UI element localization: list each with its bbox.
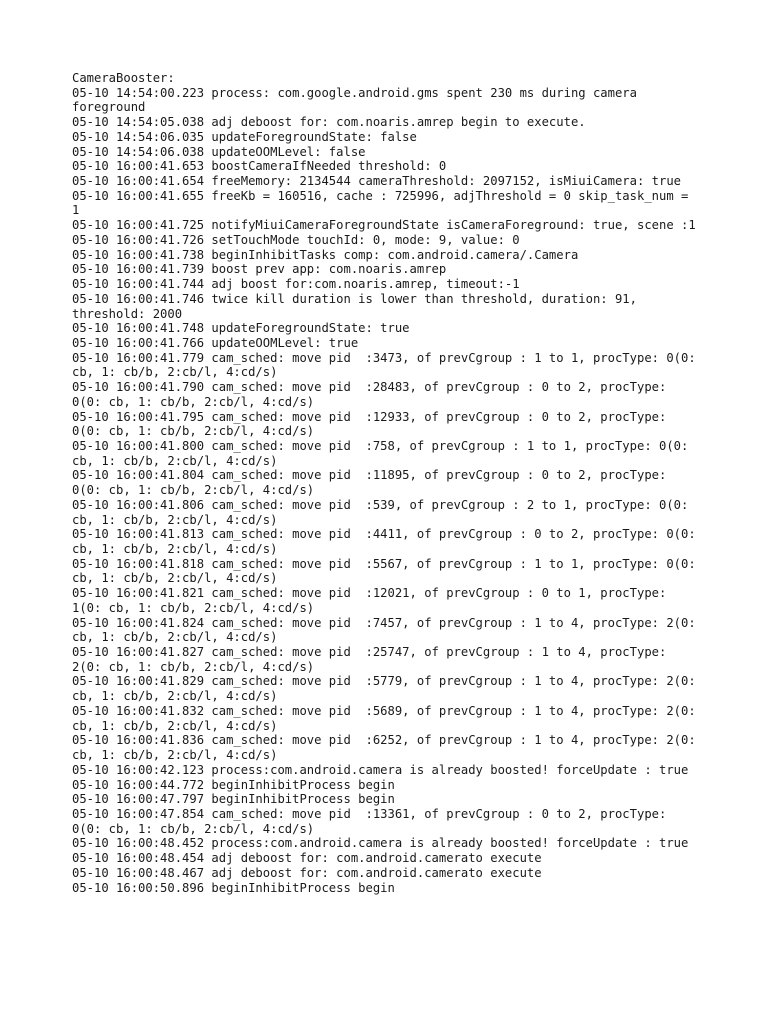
log-line: 05-10 16:00:44.772 beginInhibitProcess begin <box>72 777 395 792</box>
log-line: 05-10 16:00:41.725 notifyMiuiCameraForegroundState isCameraForeground: true, scene :1 <box>72 218 696 233</box>
log-line: 05-10 14:54:06.038 updateOOMLevel: false <box>72 144 366 159</box>
log-line: 05-10 16:00:41.818 cam_sched: move pid :5567, of prevCgroup : 1 to 1, procType: 0(0: cb, 1: cb/b, 2:cb/l, 4:cd/s) <box>72 556 704 586</box>
log-line: 05-10 16:00:41.766 updateOOMLevel: true <box>72 335 359 350</box>
log-line: 05-10 16:00:41.806 cam_sched: move pid :539, of prevCgroup : 2 to 1, procType: 0(0: cb, 1: cb/b, 2:cb/l, 4:cd/s) <box>72 497 696 527</box>
log-line: 05-10 16:00:41.748 updateForegroundState: true <box>72 321 410 336</box>
log-line: 05-10 16:00:41.813 cam_sched: move pid :4411, of prevCgroup : 0 to 2, procType: 0(0: cb, 1: cb/b, 2:cb/l, 4:cd/s) <box>72 527 704 556</box>
log-line: 05-10 16:00:47.797 beginInhibitProcess begin <box>72 792 395 807</box>
log-line: 05-10 16:00:41.824 cam_sched: move pid :7457, of prevCgroup : 1 to 4, procType: 2(0: cb, 1: cb/b, 2:cb/l, 4:cd/s) <box>72 615 704 645</box>
log-line: 05-10 16:00:48.452 process:com.android.camera is already boosted! forceUpdate : true <box>72 836 689 851</box>
log-lines <box>72 86 702 896</box>
log-line: 05-10 16:00:41.790 cam_sched: move pid :28483, of prevCgroup : 0 to 2, procType: 0(0: cb, 1: cb/b, 2:cb/l, 4:cd/s) <box>72 380 674 409</box>
log-line: 05-10 16:00:41.779 cam_sched: move pid :3473, of prevCgroup : 1 to 1, procType: 0(0: cb, 1: cb/b, 2:cb/l, 4:cd/s) <box>72 350 704 380</box>
log-line: 05-10 16:00:41.653 boostCameraIfNeeded threshold: 0 <box>72 159 447 174</box>
log-line: 05-10 16:00:41.821 cam_sched: move pid :12021, of prevCgroup : 0 to 1, procType: 1(0: cb, 1: cb/b, 2:cb/l, 4:cd/s) <box>72 586 674 615</box>
log-line: 05-10 16:00:42.123 process:com.android.camera is already boosted! forceUpdate : true <box>72 762 689 777</box>
log-line: 05-10 16:00:41.804 cam_sched: move pid :11895, of prevCgroup : 0 to 2, procType: 0(0: cb, 1: cb/b, 2:cb/l, 4:cd/s) <box>72 468 674 498</box>
log-line: 05-10 16:00:41.836 cam_sched: move pid :6252, of prevCgroup : 1 to 4, procType: 2(0: cb, 1: cb/b, 2:cb/l, 4:cd/s) <box>72 733 704 763</box>
log-line: 05-10 16:00:41.655 freeKb = 160516, cache : 725996, adjThreshold = 0 skip_task_num = 1 <box>72 188 696 218</box>
log-line: 05-10 14:54:00.223 process: com.google.android.gms spent 230 ms during camera foreground <box>72 85 645 115</box>
log-line: 05-10 14:54:05.038 adj deboost for: com.noaris.amrep begin to execute. <box>72 115 586 130</box>
log-heading: CameraBooster: <box>72 71 175 85</box>
log-line: 05-10 16:00:41.746 twice kill duration is lower than threshold, duration: 91, threshold: 2000 <box>72 291 645 321</box>
log-line: 05-10 16:00:41.739 boost prev app: com.noaris.amrep <box>72 262 447 277</box>
log-line: 05-10 16:00:41.744 adj boost for:com.noaris.amrep, timeout:-1 <box>72 277 520 292</box>
log-line: 05-10 16:00:41.738 beginInhibitTasks comp: com.android.camera/.Camera <box>72 247 579 262</box>
log-line: 05-10 16:00:41.726 setTouchMode touchId: 0, mode: 9, value: 0 <box>72 232 520 247</box>
log-line: 05-10 16:00:41.800 cam_sched: move pid :758, of prevCgroup : 1 to 1, procType: 0(0: cb, 1: cb/b, 2:cb/l, 4:cd/s) <box>72 438 696 468</box>
log-line: 05-10 16:00:48.467 adj deboost for: com.android.camerato execute <box>72 865 542 880</box>
log-document <box>72 71 702 895</box>
log-line: 05-10 16:00:41.654 freeMemory: 2134544 cameraThreshold: 2097152, isMiuiCamera: true <box>72 174 682 189</box>
log-line: 05-10 16:00:41.827 cam_sched: move pid :25747, of prevCgroup : 1 to 4, procType: 2(0: cb, 1: cb/b, 2:cb/l, 4:cd/s) <box>72 645 674 674</box>
log-line: 05-10 16:00:50.896 beginInhibitProcess begin <box>72 880 395 895</box>
log-line: 05-10 16:00:47.854 cam_sched: move pid :13361, of prevCgroup : 0 to 2, procType: 0(0: cb, 1: cb/b, 2:cb/l, 4:cd/s) <box>72 806 674 836</box>
log-line: 05-10 16:00:48.454 adj deboost for: com.android.camerato execute <box>72 851 542 866</box>
log-line: 05-10 14:54:06.035 updateForegroundState: false <box>72 129 417 144</box>
log-line: 05-10 16:00:41.829 cam_sched: move pid :5779, of prevCgroup : 1 to 4, procType: 2(0: cb, 1: cb/b, 2:cb/l, 4:cd/s) <box>72 674 704 704</box>
log-line: 05-10 16:00:41.832 cam_sched: move pid :5689, of prevCgroup : 1 to 4, procType: 2(0: cb, 1: cb/b, 2:cb/l, 4:cd/s) <box>72 703 704 733</box>
log-line: 05-10 16:00:41.795 cam_sched: move pid :12933, of prevCgroup : 0 to 2, procType: 0(0: cb, 1: cb/b, 2:cb/l, 4:cd/s) <box>72 409 674 439</box>
